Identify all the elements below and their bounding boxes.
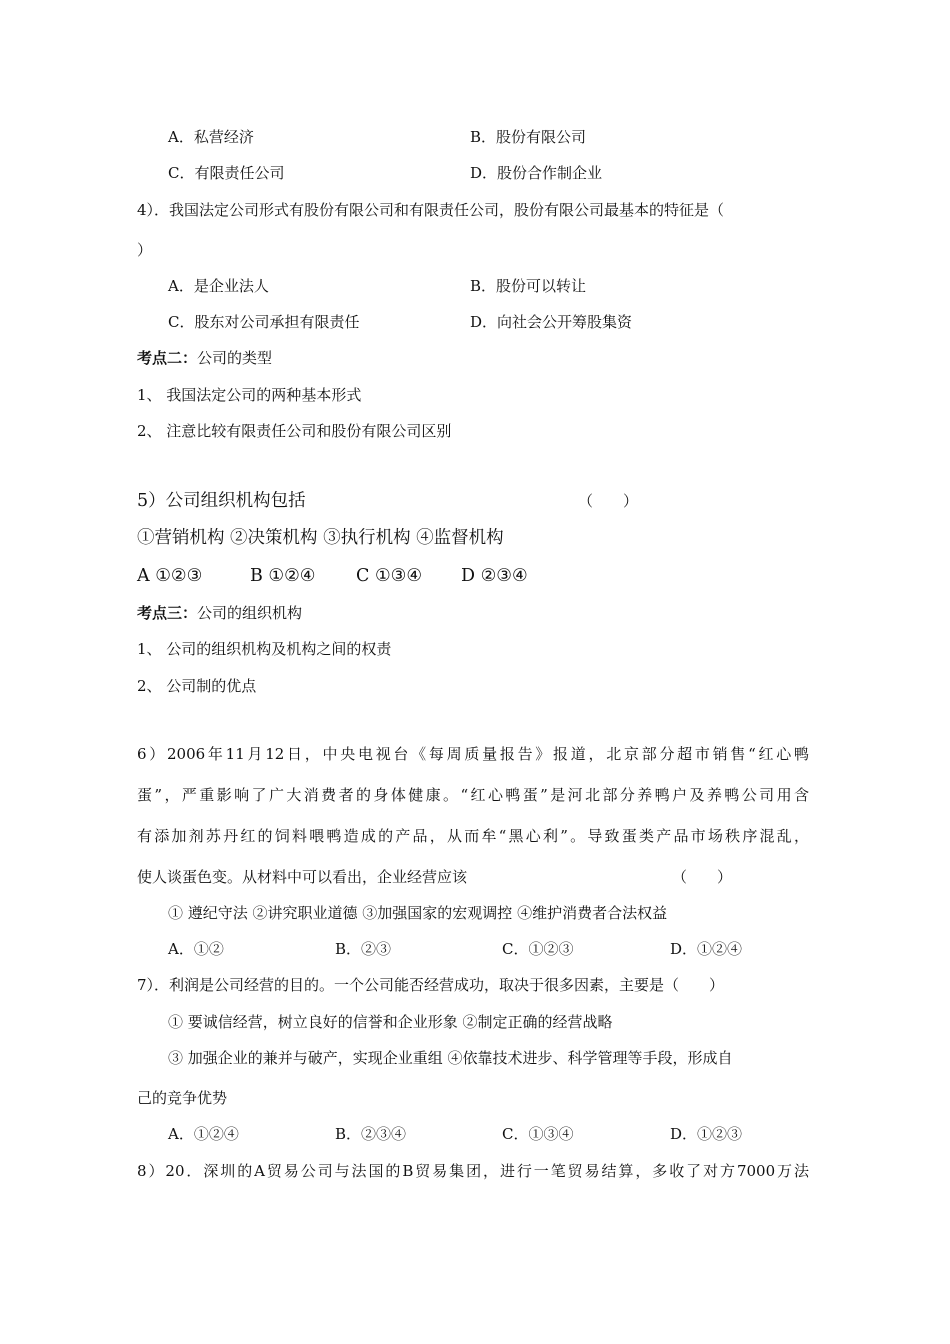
- q7-stem: 7）．利润是公司经营的目的。一个公司能否经营成功，取决于很多因素，主要是（ ）: [137, 976, 725, 994]
- key-point-3-label: 考点三：: [137, 604, 198, 622]
- key-point-2-label: 考点二：: [137, 349, 198, 367]
- key-point-2-title: 公司的类型: [197, 349, 273, 367]
- q6-option-d: D．①②④: [670, 940, 743, 958]
- q5-option-a: A ①②③: [137, 566, 203, 586]
- q7-choice-line-1: ① 要诚信经营，树立良好的信誉和企业形象 ②制定正确的经营战略: [168, 1013, 613, 1031]
- q7-option-a: A．①②④: [168, 1125, 239, 1143]
- q7-option-c: C．①③④: [502, 1125, 574, 1143]
- q4-option-c: C．股东对公司承担有限责任: [168, 313, 360, 331]
- key-point-3-item-1: 1、 公司的组织机构及机构之间的权责: [137, 640, 392, 658]
- key-point-3-title: 公司的组织机构: [197, 604, 303, 622]
- q5-stem: 5）公司组织机构包括: [137, 491, 306, 511]
- q6-line-3: 有添加剂苏丹红的饲料喂鸭造成的产品，从而牟“黑心利”。导致蛋类产品市场秩序混乱，: [137, 827, 809, 845]
- q7-option-d: D．①②③: [670, 1125, 743, 1143]
- q4-stem-line1: 4）．我国法定公司形式有股份有限公司和有限责任公司，股份有限公司最基本的特征是（: [137, 201, 725, 219]
- q5-option-d: D ②③④: [461, 566, 528, 586]
- q4-stem-line2: ）: [137, 241, 153, 259]
- key-point-2-item-2: 2、 注意比较有限责任公司和股份有限公司区别: [137, 422, 452, 440]
- q5-option-c: C ①③④: [356, 566, 423, 586]
- q3-option-c: C．有限责任公司: [168, 164, 285, 182]
- q6-option-c: C．①②③: [502, 940, 574, 958]
- q6-choices: ① 遵纪守法 ②讲究职业道德 ③加强国家的宏观调控 ④维护消费者合法权益: [168, 904, 668, 922]
- q6-answer-paren: （ ）: [672, 868, 733, 886]
- q7-choice-line-2: ③ 加强企业的兼并与破产，实现企业重组 ④依靠技术进步、科学管理等手段，形成自: [168, 1049, 733, 1067]
- key-point-3-item-2: 2、 公司制的优点: [137, 677, 257, 695]
- key-point-2-item-1: 1、 我国法定公司的两种基本形式: [137, 386, 362, 404]
- q6-line-2: 蛋”，严重影响了广大消费者的身体健康。“红心鸭蛋”是河北部分养鸭户及养鸭公司用含: [137, 786, 809, 804]
- q3-option-b: B．股份有限公司: [470, 128, 587, 146]
- q7-option-b: B．②③④: [335, 1125, 407, 1143]
- key-point-2-heading: [137, 348, 272, 368]
- q6-option-b: B．②③: [335, 940, 392, 958]
- q7-choice-line-2-cont: 己的竞争优势: [137, 1089, 228, 1107]
- q6-option-a: A．①②: [168, 940, 224, 958]
- key-point-3-heading: [137, 603, 302, 623]
- q5-choices: ①营销机构 ②决策机构 ③执行机构 ④监督机构: [137, 528, 504, 548]
- q5-option-b: B ①②④: [250, 566, 316, 586]
- q8-line-1: 8）20．深圳的A贸易公司与法国的B贸易集团，进行一笔贸易结算，多收了对方7000万法: [137, 1162, 809, 1180]
- q5-answer-paren: （ ）: [578, 492, 639, 510]
- q3-option-d: D．股份合作制企业: [470, 164, 603, 182]
- q4-option-a: A．是企业法人: [168, 277, 269, 295]
- q4-option-d: D．向社会公开筹股集资: [470, 313, 633, 331]
- q6-line-4: 使人谈蛋色变。从材料中可以看出，企业经营应该: [137, 868, 468, 886]
- q6-line-1: 6）2006年11月12日，中央电视台《每周质量报告》报道，北京部分超市销售“红心鸭: [137, 745, 809, 763]
- q4-option-b: B．股份可以转让: [470, 277, 587, 295]
- q3-option-a: A．私营经济: [168, 128, 254, 146]
